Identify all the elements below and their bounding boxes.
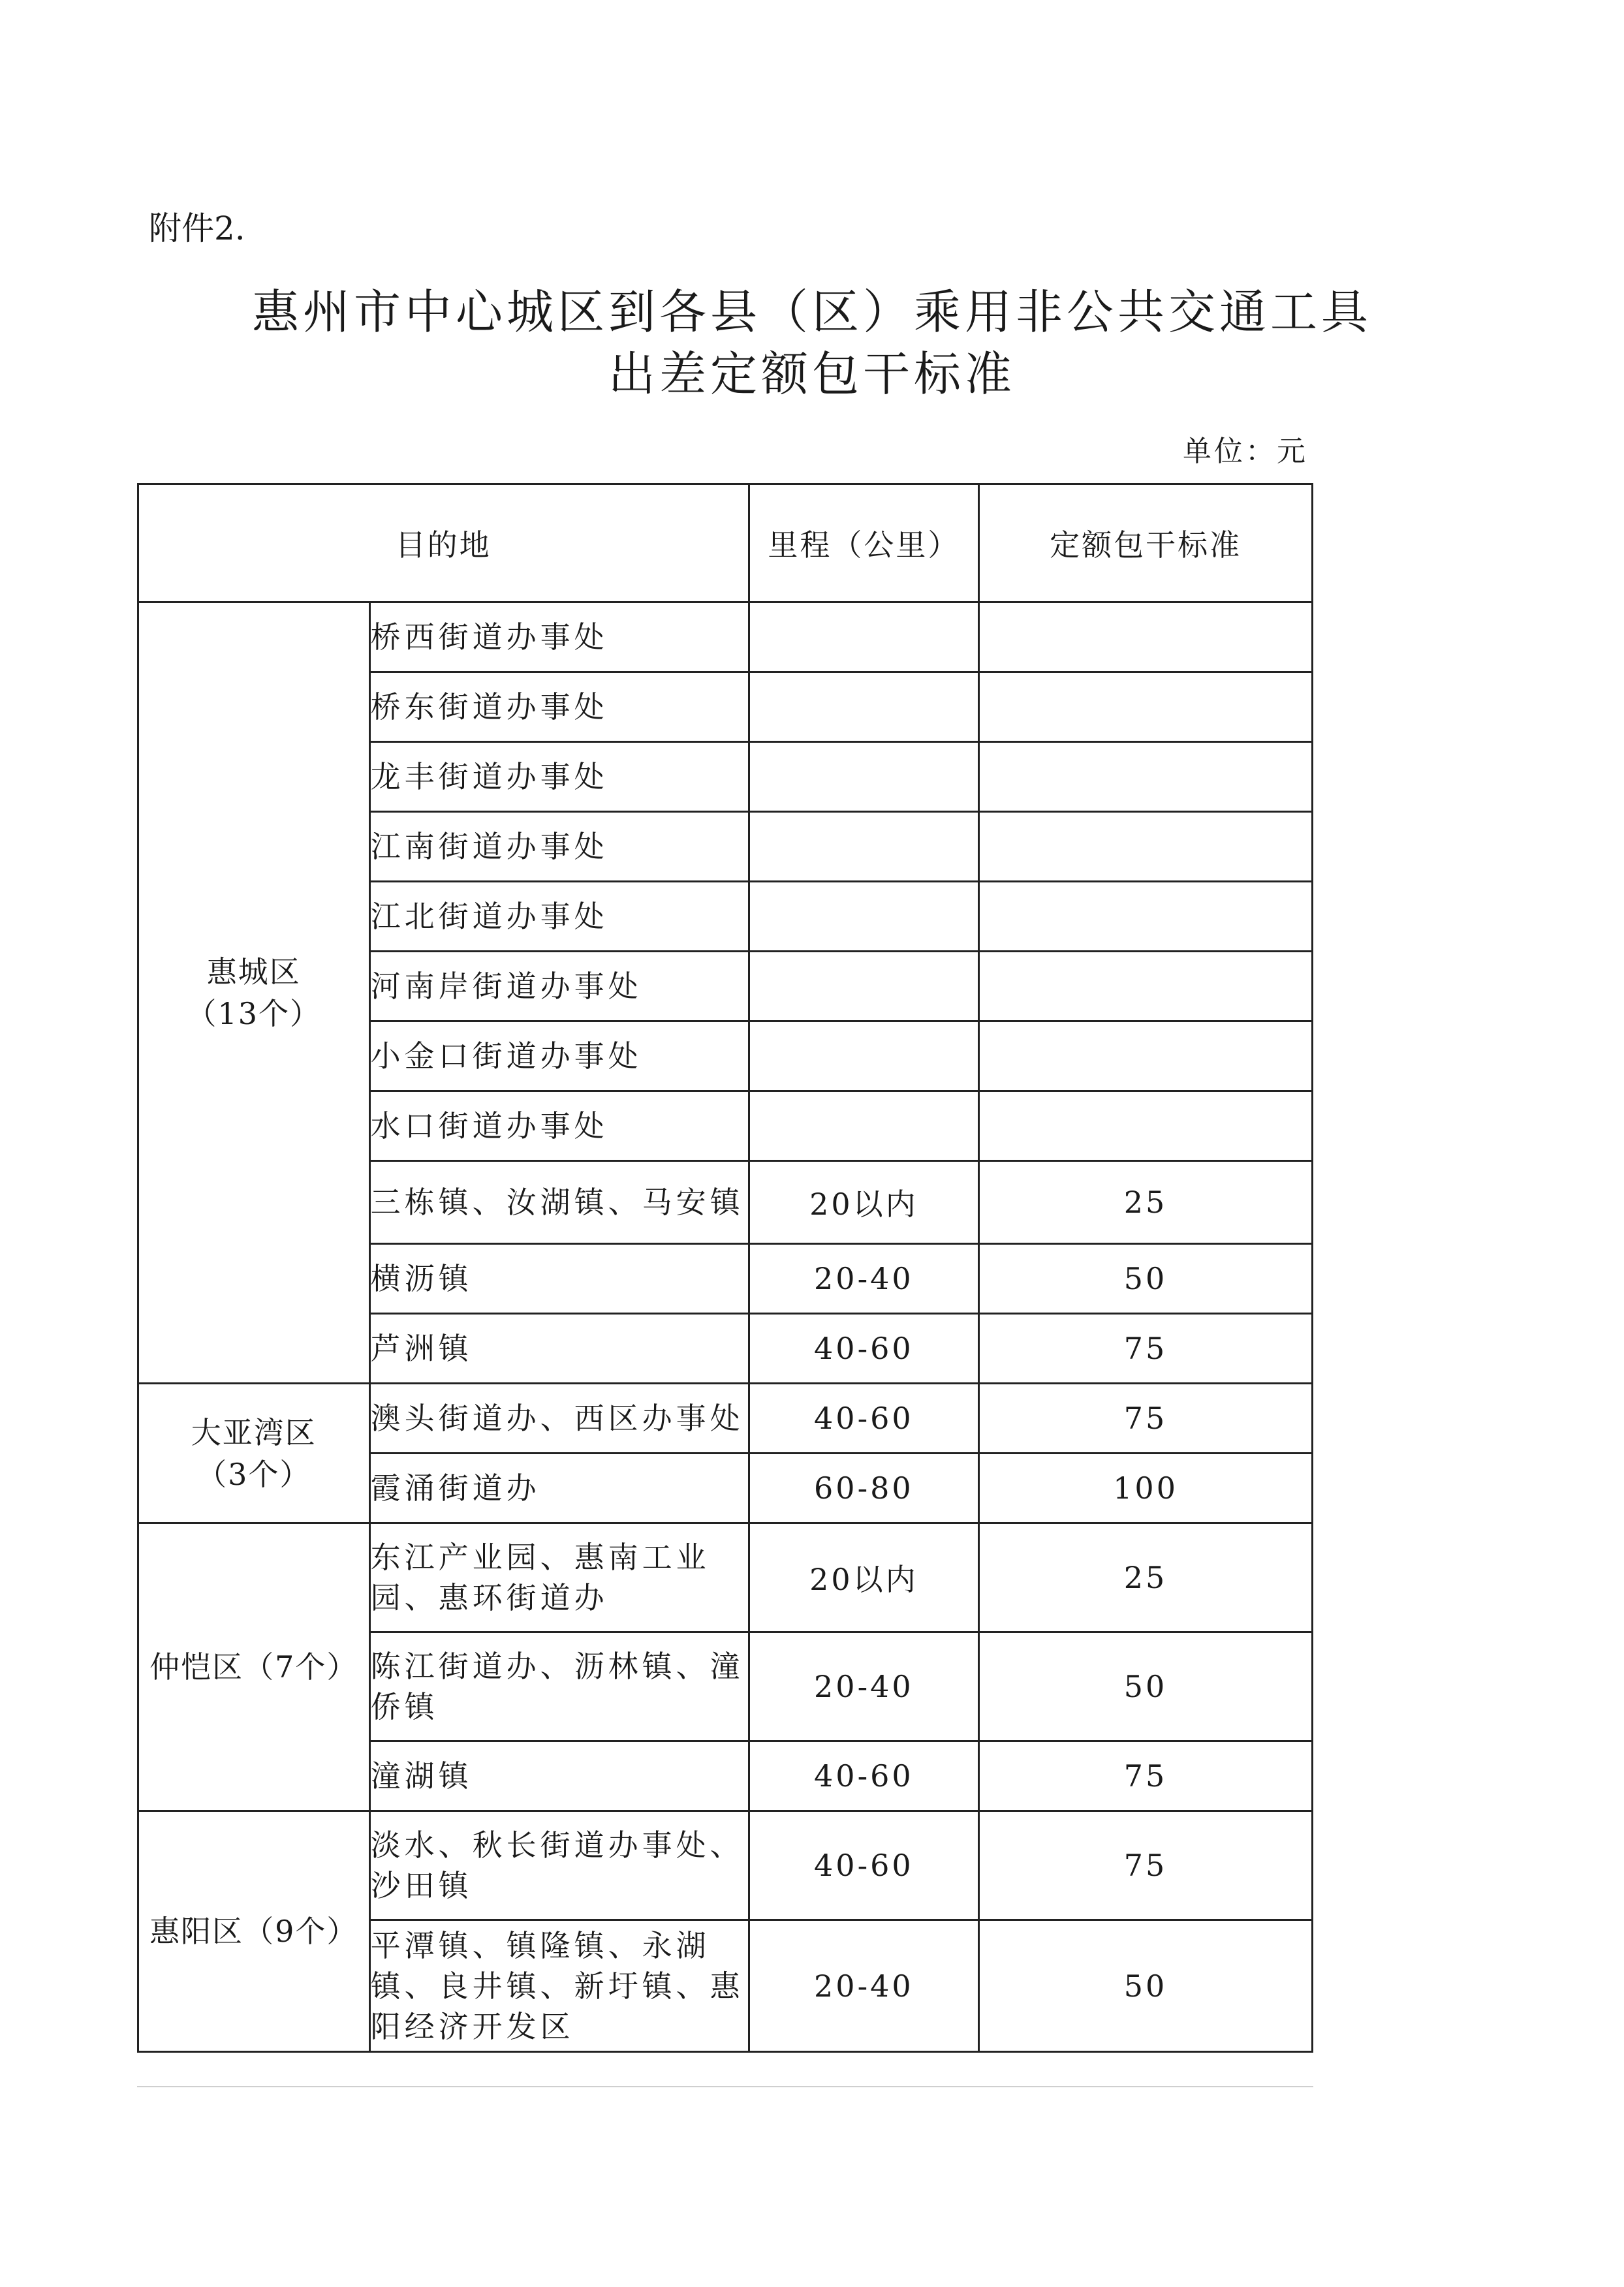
mileage-cell: 20-40: [749, 1920, 979, 2052]
mileage-cell: [749, 672, 979, 742]
standard-cell: [979, 952, 1313, 1021]
standard-cell: [979, 812, 1313, 882]
standard-cell: 25: [979, 1161, 1313, 1244]
allowance-table: [137, 483, 1313, 2053]
document-title-line-2: 出差定额包干标准: [608, 347, 1016, 401]
standard-cell: [979, 602, 1313, 672]
destination-cell: 淡水、秋长街道办事处、沙田镇: [369, 1811, 749, 1920]
mileage-cell: [749, 602, 979, 672]
district-name: 仲恺区（7个）: [149, 1649, 358, 1685]
standard-cell: 50: [979, 1920, 1313, 2052]
destination-cell: 芦洲镇: [369, 1314, 749, 1384]
table-row: [138, 602, 1313, 672]
standard-cell: [979, 742, 1313, 812]
table-row: [138, 1523, 1313, 1632]
destination-cell: 东江产业园、惠南工业园、惠环街道办: [369, 1523, 749, 1632]
mileage-cell: 40-60: [749, 1741, 979, 1811]
district-name: 惠城区: [206, 954, 301, 989]
standard-cell: [979, 1091, 1313, 1161]
mileage-cell: [749, 1021, 979, 1091]
standard-cell: [979, 882, 1313, 952]
table-header-row: [138, 484, 1313, 602]
destination-cell: 陈江街道办、沥林镇、潼侨镇: [369, 1632, 749, 1741]
destination-cell: 三栋镇、汝湖镇、马安镇: [369, 1161, 749, 1244]
mileage-cell: 20-40: [749, 1244, 979, 1314]
mileage-cell: [749, 742, 979, 812]
destination-cell: 澳头街道办、西区办事处: [369, 1384, 749, 1454]
destination-cell: 水口街道办事处: [369, 1091, 749, 1161]
table-row: [138, 1811, 1313, 1920]
mileage-cell: 40-60: [749, 1811, 979, 1920]
header-standard: 定额包干标准: [979, 484, 1313, 602]
destination-cell: 小金口街道办事处: [369, 1021, 749, 1091]
mileage-cell: [749, 812, 979, 882]
standard-cell: [979, 1021, 1313, 1091]
table-row: [138, 1384, 1313, 1454]
mileage-cell: [749, 1091, 979, 1161]
document-title-line-1: 惠州市中心城区到各县（区）乘用非公共交通工具: [251, 285, 1372, 339]
destination-cell: 平潭镇、镇隆镇、永湖镇、良井镇、新圩镇、惠阳经济开发区: [369, 1920, 749, 2052]
destination-cell: 桥东街道办事处: [369, 672, 749, 742]
mileage-cell: 20以内: [749, 1523, 979, 1632]
header-mileage: 里程（公里）: [749, 484, 979, 602]
district-name: 惠阳区（9个）: [149, 1914, 358, 1949]
destination-cell: 江南街道办事处: [369, 812, 749, 882]
standard-cell: 75: [979, 1384, 1313, 1454]
standard-cell: [979, 672, 1313, 742]
mileage-cell: 60-80: [749, 1454, 979, 1523]
mileage-cell: 40-60: [749, 1314, 979, 1384]
destination-cell: 横沥镇: [369, 1244, 749, 1314]
standard-cell: 75: [979, 1314, 1313, 1384]
mileage-cell: [749, 882, 979, 952]
district-cell: [138, 1384, 370, 1523]
destination-cell: 河南岸街道办事处: [369, 952, 749, 1021]
district-count: （13个）: [186, 996, 322, 1031]
mileage-cell: 20以内: [749, 1161, 979, 1244]
district-cell: [138, 1811, 370, 2052]
mileage-cell: 20-40: [749, 1632, 979, 1741]
unit-label: 单位：元: [1183, 435, 1308, 468]
destination-cell: 江北街道办事处: [369, 882, 749, 952]
bottom-divider: [137, 2086, 1313, 2087]
district-name: 大亚湾区: [191, 1414, 317, 1450]
district-cell: [138, 1523, 370, 1811]
standard-cell: 75: [979, 1741, 1313, 1811]
standard-cell: 25: [979, 1523, 1313, 1632]
district-count: （3个）: [196, 1456, 311, 1492]
standard-cell: 75: [979, 1811, 1313, 1920]
header-destination: 目的地: [138, 484, 749, 602]
destination-cell: 桥西街道办事处: [369, 602, 749, 672]
district-cell: [138, 602, 370, 1384]
destination-cell: 霞涌街道办: [369, 1454, 749, 1523]
mileage-cell: [749, 952, 979, 1021]
destination-cell: 潼湖镇: [369, 1741, 749, 1811]
standard-cell: 50: [979, 1244, 1313, 1314]
attachment-label: 附件2.: [149, 210, 245, 247]
destination-cell: 龙丰街道办事处: [369, 742, 749, 812]
standard-cell: 50: [979, 1632, 1313, 1741]
mileage-cell: 40-60: [749, 1384, 979, 1454]
standard-cell: 100: [979, 1454, 1313, 1523]
